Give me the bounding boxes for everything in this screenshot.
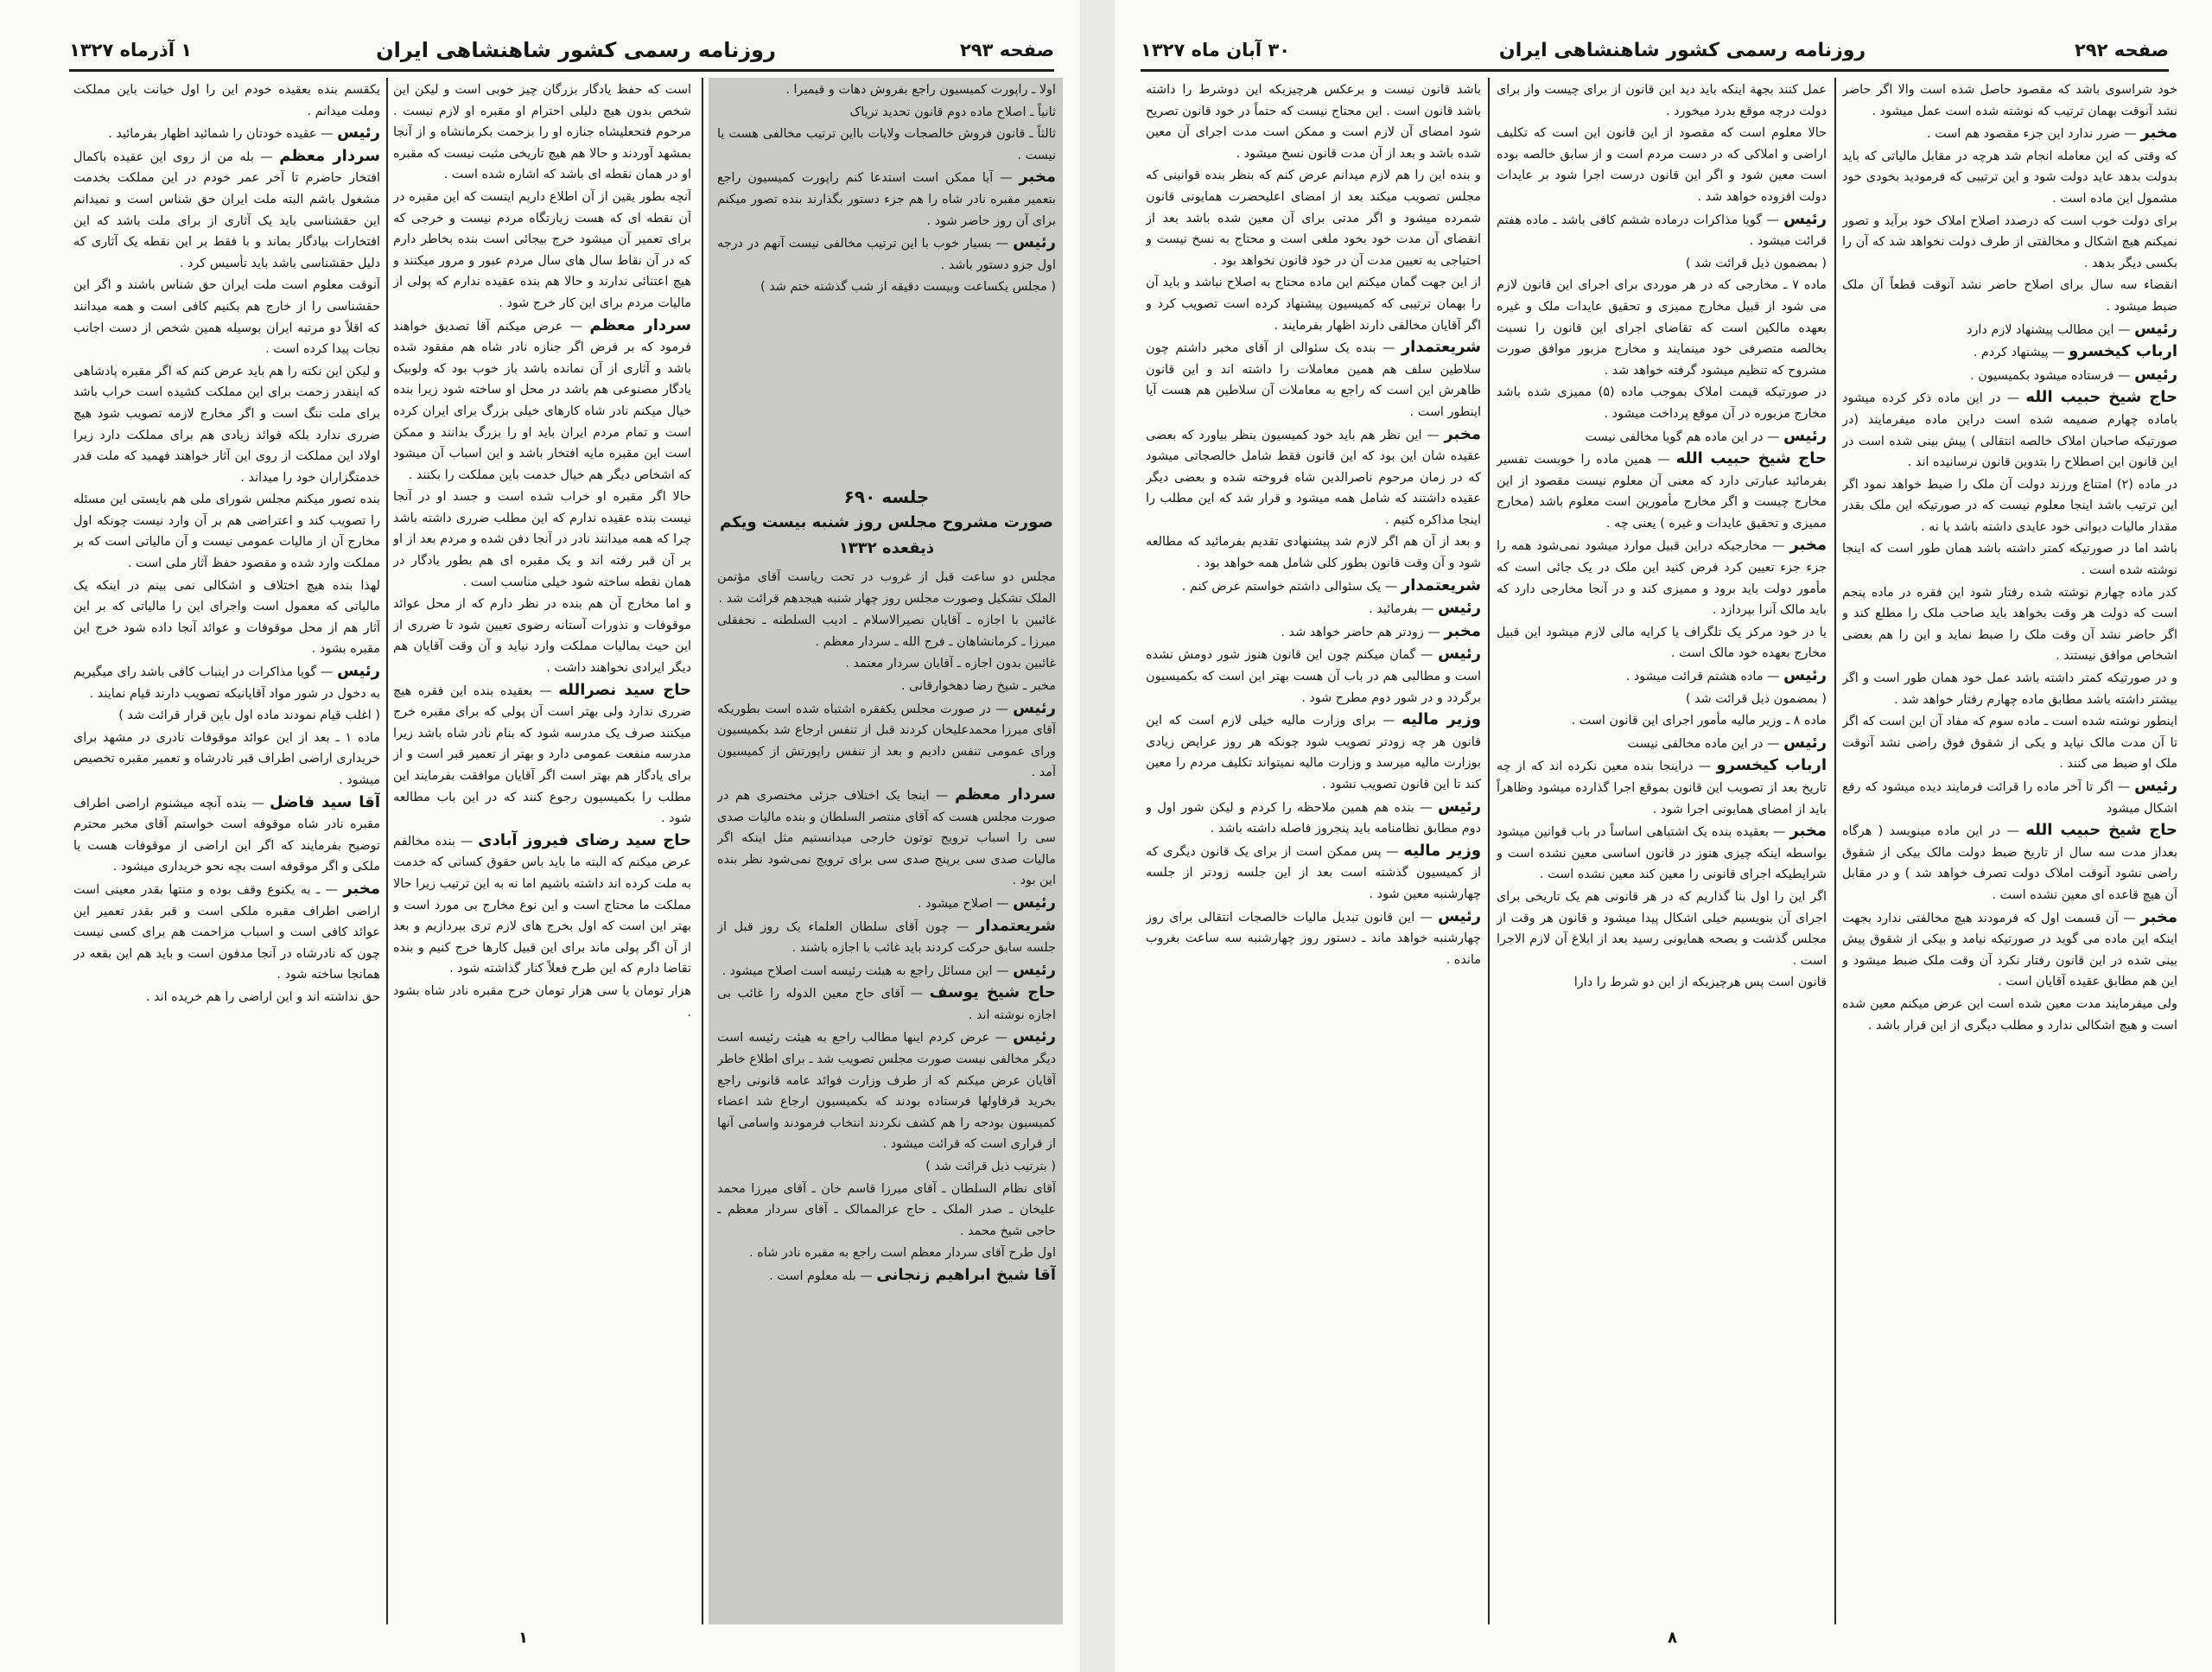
speaker-name: رئیس <box>1438 599 1481 618</box>
paragraph-text: این قانون تبدیل مالیات خالصجات انتقالی برای روز چهارشنبه خواهد ماند ـ دستور روز چهارشنبه سه ساعت بغروب مانده . <box>1146 910 1481 967</box>
paragraph-text: و اما مخارج آن هم بنده در نظر دارم که از محل عوائد موقوفات و نذورات آستانه رضوی تعیین شود تا ضرری از این حیث بمالیات مملکت وارد نیاید و آن وقت آقایان هم دیگر ایرادی نخواهند داشت . <box>393 597 691 676</box>
left-column-1 <box>717 79 1056 477</box>
speaker-name: رئیس <box>1783 426 1827 445</box>
left-page-number: صفحه ۲۹۳ <box>959 40 1054 60</box>
paragraph <box>1146 79 1481 164</box>
paragraph-text: ماده هشتم قرائت میشود . <box>1625 670 1764 684</box>
paragraph: حاج شیخ حبیب الله — در این ماده ذکر کرده میشود باماده چهارم ضمیمه شده است دراین ماده میفرمایند (در صورتیکه صاحبان املاک خالصه انتقالی ) پیش بینی شده است در این قانون این اصطلاح را بتدوین قانون نرسانیده اند . <box>1842 388 2177 470</box>
paragraph: مخبر — آن قسمت اول که فرمودند هیچ مخالفتی ندارد بجهت اینکه این ماده می گوید در صورتیکه نیامد و بیکی از شقوق پیش بینی شده در این قانون رفتار نکرد آن وقت ملک ضبط میشود و این هم مطابق عقیده آقایان است . <box>1842 907 2177 989</box>
speaker-name: رئیس <box>2134 365 2177 384</box>
paragraph-text: ( بترتیب ذیل قرائت شد ) <box>925 1160 1056 1174</box>
paragraph-text: گمان میکنم چون این قانون هنوز شور دومش نشده است و مطالبی هم در باب آن هست بهتر این است که بکمیسیون برگردد و در شور دوم مطرح شود . <box>1146 648 1481 705</box>
left-folio: ۱ <box>518 1629 528 1647</box>
speaker-name: حاج شیخ حبیب الله <box>2025 388 2177 407</box>
paragraph <box>73 728 380 791</box>
paragraph-text: بسیار خوب با این ترتیب مخالفی نیست آنهم در درجه اول جزو دستور باشد . <box>717 237 1056 272</box>
paragraph-text: این مسائل راجع به هیئت رئیسه است اصلاح میشود . <box>721 963 993 978</box>
paragraph <box>393 486 691 593</box>
column-divider <box>1834 78 1836 1624</box>
paragraph <box>717 610 1056 652</box>
paragraph-text: بنده آنچه میشنوم اراضی اطراف مقبره نادر شاه موقوفه است خواستم آقای مخبر محترم توضیح بفرمایند که اگر این اراضی از موقوفات هست یا ملکی و اگر موقوفه است بچه نحو خریداری میشود . <box>73 796 380 874</box>
paragraph-text: اولا ـ راپورت کمیسیون راجع بفروش دهات و قیمیرا . <box>785 83 1056 97</box>
right-page-title: روزنامه رسمی کشور شاهنشاهی ایران <box>1498 39 1866 61</box>
paragraph-text: بله معلوم است . <box>769 1269 856 1283</box>
right-column-2 <box>1497 79 1827 1618</box>
paragraph <box>717 124 1056 166</box>
paragraph-text: اینجا یک اختلاف جزئی مختصری هم در صورت مجلس هست که آقای منتصر السلطان و بنده مالیات صدی سی را اسباب ترویج توتون خارجی میدانستیم مثل اینکه اگر مالیات صدی سی برپنج صدی سی برای ترویج نمی‌شود نظر بنده این بود . <box>717 788 1056 888</box>
paragraph-text: و بعد از آن هم اگر لازم شد پیشنهادی تقدیم بفرمائید که مطالعه شود و آن وقت قانون بطور کلی شامل همه خواهد بود . <box>1146 535 1481 571</box>
paragraph-text: و در صورتیکه کمتر داشته باشد عمل خود همان طور است و اگر بیشتر داشته باشد مطابق ماده چهارم رفتار خواهد شد . <box>1842 671 2177 707</box>
speaker-name: حاج شیخ حبیب الله <box>2025 821 2177 840</box>
right-column-3 <box>1842 79 2177 1618</box>
paragraph: آقا شیخ ابراهیم زنجانی — بله معلوم است . <box>769 1266 1056 1284</box>
paragraph <box>1842 275 2177 317</box>
paragraph-text: برای وزارت مالیه خیلی لازم است که این قانون هر چه زودتر تصویب شود چونکه هر روز عرایض زیادی بوزارت مالیه میرسد و وزارت مالیه نمیتواند تکلیف مردم را معین کند تا این قانون تصویب نشود . <box>1146 714 1481 791</box>
paragraph: حاج سید رضای فیروز آبادی — بنده مخالفم عرض میکنم که البته ما باید باس حقوق کسانی که خدمت به ملت کرده اند داشته باشیم اما نه به این ترتیب زیرا حالا مملکت ما محتاج است و این نوع مخارج بی مورد است و بهتر این است که اول بخرج های لازم تری بپردازیم و بعد از آن اگر پولی ماند برای این قبیل کارها خرج کنیم و بنده تقاضا دارم که این طرح فعلاً کنار گذاشته شود . <box>393 830 691 976</box>
paragraph-text: ( مجلس یکساعت وبیست دقیقه از شب گذشته ختم شد ) <box>760 280 1056 295</box>
paragraph-text: از این جهت گمان میکنم این ماده محتاج به اصلاح نباشد و باید آن را بهمان ترتیبی که کمیسیون پیشنهاد کرده است تصویب کرد و اگر آقایان مخالفی دارند اظهار بفرمایند . <box>1146 276 1481 333</box>
speaker-name: مخبر <box>2140 124 2177 143</box>
paragraph-text: و لیکن این نکته را هم باید عرض کنم که اگر مقبره پادشاهی که اینقدر زحمت برای این مملکت کشیده است خراب باشد برای ملت ننگ است و اگر مخارج لازمه تصویب شود هیچ ضرری ندارد بلکه فوائد زیادی هم برای مملکت دارد زیرا اولاد این مملکت از روی این آثار خواهند فهمید که ملت قدر خدمتگزاران خود را میداند . <box>73 364 380 485</box>
paragraph: رئیس — اصلاح میشود . <box>917 893 1056 912</box>
speaker-name: سردار معظم <box>589 315 691 334</box>
paragraph: رئیس — عقیده خودتان را شمائید اظهار بفرمائید . <box>108 124 380 143</box>
speaker-name: رئیس <box>1013 1027 1056 1046</box>
header-rule <box>1141 69 2169 72</box>
speaker-name: شریعتمدار <box>1401 338 1481 357</box>
paragraph-text: بفرمائید . <box>1369 602 1418 617</box>
left-page <box>0 0 1080 1672</box>
paragraph <box>1497 79 1827 122</box>
paragraph-text: لهذا بنده هیچ اختلاف و اشکالی نمی بینم در اینکه یک مالیاتی که معمول است واجرای این را مالیاتی که بر این آثار هم از محل موقوفات و عوائد آنجا داده شود خرج این مقبره بشود . <box>73 578 380 657</box>
column-divider <box>1488 78 1490 1624</box>
paragraph: مخبر — ـ به یکنوع وقف بوده و منتها بقدر معینی است اراضی اطراف مقبره ملکی است و قبر بقدر تعمیر این عوائد کافی است و اسباب مزاحمت هم برای کسی نیست چون که نادرشاه در آنجا مدفون است و باید هم این بقعه در همانجا ساخته شود . <box>73 879 380 982</box>
paragraph-text: فرستاده میشود بکمیسیون . <box>1970 368 2114 383</box>
paragraph-text: ماده ۱ ـ بعد از این عوائد موقوفات نادری در مشهد برای خریداری اراضی اطراف قبر نادرشاه و تعمیر مقبره تخصیص میشود . <box>73 730 380 787</box>
paragraph <box>1842 538 2177 581</box>
speaker-name: رئیس <box>1783 733 1827 752</box>
paragraph-text: قانون است پس هرچیزیکه از این دو شرط را دارا <box>1573 976 1827 990</box>
paragraph: رئیس — در این ماده هم گویا مخالفی نیست <box>1585 426 1827 445</box>
paragraph-text: در این ماده مینویسد ( هرگاه بعداز مدت سه سال از تاریخ ضبط دولت مالک بیکی از شقوق راضی نشود آنوقت املاک دولت تصرف خواهد شد ) و در مقابل آن هیچ قاعده ای معین نشده است . <box>1842 824 2177 902</box>
paragraph-text: آنوقت معلوم است ملت ایران حق شناس باشند و اگر این حقشناسی را از خارج هم بکنیم کافی است و همه میدانند که اقلاً دو مرتبه ایران بوسیله همین شخص از دست اجانب نجات پیدا کرده است . <box>73 278 380 357</box>
paragraph-text: ـ به یکنوع وقف بوده و منتها بقدر معینی است اراضی اطراف مقبره ملکی است و قبر بقدر تعمیر این عوائد کافی است و اسباب مزاحمت هم برای کسی نیست چون که نادرشاه در آنجا مدفون است و باید هم این بقعه در همانجا ساخته شود . <box>73 882 380 982</box>
paragraph: مخبر — زودتر هم حاضر خواهد شد . <box>1281 621 1481 640</box>
paragraph: رئیس — این مطالب پیشنهاد لازم دارد <box>1967 319 2177 338</box>
paragraph <box>1497 123 1827 207</box>
paragraph-text: بنده تصور میکنم مجلس شورای ملی هم بایستی این مسئله را تصویب کند و اعتراضی هم بر آن وارد نیست چونکه اول مخارج آن از مالیات عمومی نیست و آن مالیاتی است که بر مملکت وارد شده و مقصود حفظ آثار ملی است . <box>73 493 380 571</box>
speaker-name: مخبر <box>2140 907 2177 926</box>
paragraph <box>717 79 1056 101</box>
paragraph-text: گویا مذاکرات در اینباب کافی باشد رای میگیریم به دخول در شور مواد آقایانیکه تصویب دارند قیام نمایند . <box>73 665 380 701</box>
paragraph <box>717 653 1056 675</box>
paragraph-text: مخبر ـ شیخ رضا دهخوارقانی . <box>900 678 1056 693</box>
speaker-name: رئیس <box>1438 797 1481 816</box>
paragraph-text: است که حفظ یادگار بزرگان چیز خوبی است و لیکن این شخص بدون هیچ دلیلی احترام او مقبره او لازم نیست . مرحوم فتحعلیشاه جنازه او را بزحمت بکرمانشاه و از آنجا بمشهد آوردند و حالا هم هیچ تاریخی مثبت نیست که مقبره او در همان نقطه ای باشد که اشاره شده است . <box>393 83 691 182</box>
speaker-name: رئیس <box>1013 698 1056 717</box>
left-page-header <box>69 35 1054 66</box>
paragraph <box>1497 710 1827 732</box>
paragraph-text: برای دولت خوب است که درصدد اصلاح املاک خود برآید و تصور نمیکنم هیچ اشکال و مخالفتی از طرف دولت نخواهد شد که آن را بکسی دیگر بدهد . <box>1842 213 2177 270</box>
paragraph: رئیس — این قانون تبدیل مالیات خالصجات انتقالی برای روز چهارشنبه خواهد ماند ـ دستور روز چهارشنبه سه ساعت بغروب مانده . <box>1146 906 1481 967</box>
paragraph-text: اگر تا آخر ماده را قرائت فرمایند دیده میشود که رفع اشکال میشود <box>1842 780 2177 816</box>
paragraph <box>1842 146 2177 210</box>
paragraph-text: در این ماده هم گویا مخالفی نیست <box>1585 429 1764 444</box>
paragraph-text: ماده ۷ ـ مخارجی که در هر موردی برای اجرای این قانون لازم می شود از قبیل مخارج ممیزی و تحقیق عایدات ملک و غیره بعهده مالکین است که تقاضای اجرای این قانون را نسبت بخالصه متصرفی خود مینمایند و مخارج مزبور موافق صورت مشروح که تنظیم میشود گرفته خواهد شد . <box>1497 278 1827 378</box>
paragraph-text: بنده هم همین ملاحظه را کردم و لیکن شور اول و دوم مطابق نظامنامه باید پنجروز فاصله داشته باشد . <box>1146 800 1481 836</box>
paragraph <box>1842 668 2177 710</box>
paragraph-text: دراینجا بنده معین نکرده اند که از چه تاریخ بعد از تصویب این قانون بموقع اجرا گذارده میشود وظاهراً باید از امضای همایونی اجرا شود . <box>1497 760 1827 817</box>
paragraph: حاج شیخ حبیب الله — در این ماده مینویسد ( هرگاه بعداز مدت سه سال از تاریخ ضبط دولت مالک بیکی از شقوق راضی نشود آنوقت املاک دولت تصرف خواهد شد ) و در مقابل آن هیچ قاعده ای معین نشده است . <box>1842 821 2177 902</box>
right-folio: ۸ <box>1668 1629 1677 1647</box>
paragraph-text: ضرر ندارد این جزء مقصود هم است . <box>1926 127 2120 142</box>
paragraph <box>1842 582 2177 667</box>
paragraph-text: همین ماده را خوبست تفسیر بفرمائید عبارتی دارد که معنی آن معلوم نیست مقصود از این مخارج چیست و اگر مخارج مأمورین است معلوم باشد (مخارج ممیزی و تحقیق عایدات و غیره ) یعنی چه . <box>1497 453 1827 531</box>
paragraph: رئیس — گویا مذاکرات درماده ششم کافی باشد ـ ماده هفتم قرائت میشود . <box>1497 209 1827 249</box>
paragraph-text: پیشنهاد کردم . <box>1973 346 2049 360</box>
paragraph: مخبر — این نظر هم باید خود کمیسیون بنظر بیاورد که بعضی عقیده شان این بود که این قانون فقط شامل خالصجاتی میشود که در زمان مرحوم ناصرالدین شاه فروخته شده و بعضی دیگر عقیده داشتند که شامل همه میشود و قرار شد که این مطلب را اینجا مذاکره کنیم . <box>1146 424 1481 527</box>
speaker-name: ارباب کیخسرو <box>1716 756 1827 775</box>
paragraph-text: چون آقای سلطان العلماء یک روز قبل از جلسه سابق حرکت کردند باید غائب با اجازه باشند . <box>717 919 1056 956</box>
paragraph: رئیس — بسیار خوب با این ترتیب مخالفی نیست آنهم در درجه اول جزو دستور باشد . <box>717 233 1056 272</box>
paragraph: شریعتمدار — چون آقای سلطان العلماء یک روز قبل از جلسه سابق حرکت کردند باید غائب با اجازه باشند . <box>717 916 1056 956</box>
paragraph: مخبر — آیا ممکن است استدعا کنم راپورت کمیسیون راجع بتعمیر مقبره نادر شاه را هم جزء دستور بگذارند بنده تصور میکنم برای آن روز حاضر شود . <box>717 168 1056 228</box>
paragraph <box>73 705 380 727</box>
paragraph-text: ( بمضمون ذیل قرائت شد ) <box>1685 691 1827 706</box>
paragraph-text: ثانیاً ـ اصلاح ماده دوم قانون تحدید تریاک <box>849 105 1056 119</box>
paragraph-text: گویا مذاکرات درماده ششم کافی باشد ـ ماده هفتم قرائت میشود . <box>1497 213 1827 249</box>
paragraph <box>1497 887 1827 971</box>
paragraph-text: ( بمضمون ذیل قرائت شد ) <box>1685 256 1827 270</box>
speaker-name: مخبر <box>1444 621 1481 640</box>
right-page-number: صفحه ۲۹۲ <box>2074 40 2169 60</box>
paragraph-text: و بنده این را هم لازم میدانم عرض کنم که بنظر بنده قوانینی که مجلس تصویب میکند بعد از امضای اعلیحضرت همایونی قانون شمرده میشود و اگر مدتی برای آن معین شده باشد بعد از انقضای آن مدت خود بخود ملغی است و محتاج به نسخ نیست و احتیاجی به تعیین مدت آن در خود قانون نخواهد بود . <box>1146 168 1481 268</box>
paragraph <box>717 277 1056 298</box>
paragraph <box>393 187 691 315</box>
paragraph <box>717 1179 1056 1243</box>
paragraph: رئیس — فرستاده میشود بکمیسیون . <box>1970 365 2177 384</box>
paragraph <box>1842 474 2177 538</box>
paragraph-text: ( اغلب قیام نمودند ماده اول باین قرار قرائت شد ) <box>118 709 380 723</box>
right-column-1 <box>1146 79 1481 1618</box>
paragraph <box>1842 79 2177 122</box>
left-page-title: روزنامه رسمی کشور شاهنشاهی ایران <box>376 38 776 62</box>
session-heading: جلسه ۶۹۰ <box>843 486 930 507</box>
paragraph <box>73 275 380 359</box>
paragraph: رئیس — گویا مذاکرات در اینباب کافی باشد رای میگیریم به دخول در شور مواد آقایانیکه تصویب دارند قیام نمایند . <box>73 662 380 701</box>
paragraph-text: حالا اگر مقبره او خراب شده است و جسد او در آنجا نیست بنده عقیده ندارم که این مطلب ضرری داشته باشد چرا که همه میدانند نادر در آنجا دفن شده و مردم بعد از او بر آن قبر رفته اند و یک مقبره ای هم بطور یادگار در همان نقطه ساخته شود خیلی مناسب است . <box>393 490 691 589</box>
paragraph-text: انقضاء سه سال برای اصلاح حاضر نشد آنوقت قطعاً آن ملک ضبط میشود . <box>1842 278 2177 314</box>
speaker-name: حاج شیخ حبیب الله <box>1675 449 1827 468</box>
paragraph: رئیس — عرض کردم اینها مطالب راجع به هیئت رئیسه است دیگر مخالفی نیست صورت مجلس تصویب شد ـ برای اطلاع خاطر آقایان عرض میکنم که از طرف وزارت فوائد عامه قانونی راجع بخرید قرقاولها فرستاده بودند که بکمیسیون ارجاع شد اعضاء کمیسیون بودجه را هم کشف نکردند انتخاب فرمودند واسامی آنها از قراری است که قرائت میشود . <box>717 1027 1056 1152</box>
speaker-name: رئیس <box>1438 906 1481 925</box>
paragraph-text: هزار تومان یا سی هزار تومان خرج مقبره نادر شاه بشود . <box>393 983 691 1020</box>
paragraph-text: ثالثاً ـ قانون فروش خالصجات ولایات بااین ترتیب مخالفی هست یا نیست . <box>717 127 1056 162</box>
paragraph-text: بنده یک سئوالی از آقای مخبر داشتم چون سلاطین سلف هم همین معاملات را داشته اند و این قانون ظاهرش این است که راجع به معاملات آن سلاطین هم هست آیا اینطور است . <box>1146 341 1481 419</box>
paragraph <box>717 1243 1056 1264</box>
paragraph-text: در صورت مجلس یکفقره اشتباه شده است بطوریکه آقای میرزا محمدعلیخان کردند قبل از تنفس ارجاع شد بکمیسیون ورای عمومی تنفس دادیم و بعد از تنفس راپورتش از کمیسیون آمد . <box>717 702 1056 780</box>
paragraph <box>1497 253 1827 275</box>
speaker-name: رئیس <box>1013 233 1056 252</box>
paragraph: رئیس — بفرمائید . <box>1369 599 1481 618</box>
paragraph <box>1497 275 1827 381</box>
paragraph <box>73 79 380 122</box>
speaker-name: مخبر <box>1789 822 1827 841</box>
speaker-name: رئیس <box>2134 777 2177 795</box>
paragraph <box>393 79 691 186</box>
speaker-name: ارباب کیخسرو <box>2069 342 2177 361</box>
paragraph-text: کدر ماده چهارم نوشته شده رفتار شود این فقره در ماده پنجم است که دولت هر وقت بخواهد باید صاحب ملک را مطلع کند و اگر حاضر نشد آن وقت ملک را ضبط نماید و این را هم بعضی اشخاص موافق نیستند . <box>1842 585 2177 664</box>
speaker-name: حاج سید نصرالله <box>558 680 691 699</box>
paragraph: رئیس — ماده هشتم قرائت میشود . <box>1625 666 1827 685</box>
paragraph <box>717 676 1056 697</box>
speaker-name: حاج شیخ یوسف <box>929 983 1056 1002</box>
speaker-name: رئیس <box>1013 893 1056 912</box>
paragraph-text: که وقتی که این معامله انجام شد هرچه در مقابل مالیاتی که باید بدولت بدهد عاید دولت شود و این ترتیبی که فرمودید بخودی خود مشمول این ماده است . <box>1842 149 2177 206</box>
paragraph-text: اصلاح میشود . <box>917 896 993 911</box>
paragraph-text: پس ممکن است از برای یک قانون دیگری که از کمیسیون گذشته است بعد از این جلسه زودتر از جلسه چهارشنبه معین شود . <box>1146 844 1481 901</box>
paragraph: حاج شیخ حبیب الله — همین ماده را خوبست تفسیر بفرمائید عبارتی دارد که معنی آن معلوم نیست مقصود از این مخارج چیست و اگر مخارج مأمورین است معلوم باشد (مخارج ممیزی و تحقیق عایدات و غیره ) یعنی چه . <box>1497 449 1827 531</box>
left-column-2 <box>717 484 1056 1616</box>
paragraph-text: حالا معلوم است که مقصود از این قانون این است که تکلیف اراضی و املاکی که در دست مردم است و از سابق خالصه بوده است معین شود و اگر این قانون درست اجرا شود بر عایدات دولت افزوده خواهد شد . <box>1497 126 1827 204</box>
speaker-name: شریعتمدار <box>1401 575 1481 594</box>
header-rule <box>69 69 1054 72</box>
right-page <box>1115 0 2212 1672</box>
paragraph <box>1497 622 1827 664</box>
speaker-name: وزیر مالیه <box>1403 841 1481 860</box>
paragraph <box>1146 165 1481 271</box>
paragraph: ارباب کیخسرو — پیشنهاد کردم . <box>1973 342 2177 361</box>
paragraph: رئیس — اگر تا آخر ماده را قرائت فرمایند دیده میشود که رفع اشکال میشود <box>1842 777 2177 816</box>
paragraph-text: ماده ۸ ـ وزیر مالیه مأمور اجرای این قانون است . <box>1571 714 1827 728</box>
paragraph: ارباب کیخسرو — دراینجا بنده معین نکرده اند که از چه تاریخ بعد از تصویب این قانون بموقع اجرا گذارده میشود وظاهراً باید از امضای همایونی اجرا شود . <box>1497 756 1827 817</box>
left-column-4 <box>73 79 380 1618</box>
paragraph-text: در این ماده ذکر کرده میشود باماده چهارم ضمیمه شده است دراین ماده میفرمایند (در صورتیکه صاحبان املاک خالصه انتقالی ) پیش بینی شده است در این قانون این اصطلاح را بتدوین قانون نرسانیده اند . <box>1842 391 2177 470</box>
paragraph <box>1497 382 1827 424</box>
paragraph-text: باشد قانون نیست و برعکس هرچیزیکه این دوشرط را داشته باشد قانون است . این محتاج نیست که حتماً در خود قانون تصریح شود امضای آن لازم است و ممکن است مدت اجرای آن معین شده باشد و بعد از آن مدت قانون نسخ میشود . <box>1146 83 1481 161</box>
speaker-name: مخبر <box>343 879 380 898</box>
paragraph <box>393 981 691 1023</box>
paragraph <box>1842 211 2177 275</box>
speaker-name: وزیر مالیه <box>1402 710 1481 729</box>
paragraph-text: یکقسم بنده بعقیده خودم این را اول خیانت باین مملکت وملت میدانم . <box>73 83 380 118</box>
paragraph-text: بله من از روی این عقیده باکمال افتخار حاضرم تا آخر عمر خودم در این مملکت بخدمت مشغول باشم البته ملت ایران حق شناس است و نمیدانم این حقشناسی باید یک آثاری از برای ملت باشد که این افتخارات بیادگار بماند و با فقط بر این نقطه یک آثاری که دلیل حقشناسی باشد باید تأسیس کرد . <box>73 149 380 270</box>
paragraph: وزیر مالیه — پس ممکن است از برای یک قانون دیگری که از کمیسیون گذشته است بعد از این جلسه زودتر از جلسه چهارشنبه معین شود . <box>1146 841 1481 901</box>
paragraph-text: اول طرح آقای سردار معظم است راجع به مقبره نادر شاه . <box>749 1246 1056 1261</box>
speaker-name: شریعتمدار <box>976 916 1056 935</box>
paragraph-text: در این ماده مخالفی نیست <box>1627 736 1764 751</box>
speaker-name: سردار معظم <box>955 785 1056 804</box>
page-gutter <box>1080 0 1115 1672</box>
paragraph-text: این مطالب پیشنهاد لازم دارد <box>1967 322 2114 337</box>
paragraph <box>73 987 380 1008</box>
column-divider <box>386 78 388 1624</box>
paragraph <box>1842 994 2177 1036</box>
paragraph: رئیس — در صورت مجلس یکفقره اشتباه شده است بطوریکه آقای میرزا محمدعلیخان کردند قبل از تنفس ارجاع شد بکمیسیون ورای عمومی تنفس دادیم و بعد از تنفس راپورتش از کمیسیون آمد . <box>717 698 1056 780</box>
speaker-name: مخبر <box>1444 424 1481 443</box>
session-subheading: صورت مشروح مجلس روز شنبه بیست ویکم ذیقعده ۱۳۳۲ <box>720 513 1053 557</box>
paragraph: مخبر — بعقیده بنده یک اشتباهی اساساً در باب قوانین میشود بواسطه اینکه چیزی هنوز در قانون اساسی معین نشده است و شرایطیکه اجرای قانونی را معین کند معین نشده است . <box>1497 822 1827 882</box>
paragraph-text: آیا ممکن است استدعا کنم راپورت کمیسیون راجع بتعمیر مقبره نادر شاه را هم جزء دستور بگذارند بنده تصور میکنم برای آن روز حاضر شود . <box>717 171 1056 228</box>
paragraph <box>1146 272 1481 336</box>
right-page-header <box>1141 35 2169 66</box>
speaker-name: رئیس <box>1438 645 1481 664</box>
paragraph: مخبر — ضرر ندارد این جزء مقصود هم است . <box>1926 124 2177 143</box>
paragraph: رئیس — در این ماده مخالفی نیست <box>1627 733 1827 752</box>
paragraph: رئیس — بنده هم همین ملاحظه را کردم و لیکن شور اول و دوم مطابق نظامنامه باید پنجروز فاصله داشته باشد . <box>1146 797 1481 836</box>
paragraph-text: بنده مخالفم عرض میکنم که البته ما باید باس حقوق کسانی که خدمت به ملت کرده اند داشته باشیم اما نه به این ترتیب زیرا حالا مملکت ما محتاج است و این نوع مخارج بی مورد است و بهتر این است که اول بخرج های لازم تری بپردازیم و بعد از آن اگر پولی ماند برای این قبیل کارها خرج کنیم و بنده تقاضا دارم که این طرح فعلاً کنار گذاشته شود . <box>393 834 691 976</box>
paragraph-text: عمل کنند بجهة اینکه باید دید این قانون از برای چیست واز برای دولت درچه موقع بدرد میخورد . <box>1497 83 1827 118</box>
paragraph-text: آنچه بطور یقین از آن اطلاع داریم اینست که این مقبره در آن نقطه ای که هست زیارتگاه مردم نیست و خرجی که برای تعمیر آن میشود خرج بیجائی است بنده بخاطر دارم که در آن نقاط سال های سال مردم عبور و مرور میکنند و هیچ اعتنائی ندارند و حالا هم بنده عقیده ندارم که پولی از مالیات مردم برای این کار خرج شود . <box>393 189 691 310</box>
speaker-name: رئیس <box>1013 960 1056 979</box>
paragraph <box>1497 689 1827 710</box>
paragraph: حاج سید نصرالله — بعقیده بنده این فقره هیچ ضرری ندارد ولی بهتر است آن پولی که برای مقبره خرج میکنند صرف یک مدرسه شود که بنام نادر شاه باشد زیرا مدرسه منفعت عمومی دارد و بهتر از تعمیر قبر است و از برای یادگار هم بهتر است اگر آقایان موافقت بفرمایند این مطلب را بکمیسیون رجوع کنند که در این باب مطالعه شود . <box>393 680 691 826</box>
paragraph <box>717 102 1056 124</box>
speaker-name: حاج سید رضای فیروز آبادی <box>478 830 691 849</box>
paragraph <box>1497 972 1827 994</box>
column-divider <box>702 78 703 1624</box>
paragraph: رئیس — گمان میکنم چون این قانون هنوز شور دومش نشده است و مطالبی هم در باب آن هست بهتر این است که بکمیسیون برگردد و در شور دوم مطرح شود . <box>1146 645 1481 705</box>
paragraph-text: عرض میکنم آقا تصدیق خواهند فرمود که بر فرض اگر جنازه نادر شاه هم مفقود شده باشد و آثاری از آن نمانده باشد باز خوب بود که ولوبیک یادگار مصنوعی هم باشد در محل او ساخته شود زیرا بنده خیال میکنم نادر شاه کارهای خیلی بزرگ برای ایران کرده است و تمام مردم ایران باید او را بزرگ بدانند و ممکن است این مقبره مایه افتخار باشد و این اسباب آن میشود که اشخاص دیگر هم خیال خدمت باین مملکت را بکنند . <box>393 319 691 482</box>
speaker-name: سردار معظم <box>279 146 380 165</box>
speaker-name: مخبر <box>1019 168 1056 187</box>
paragraph-text: عقیده خودتان را شمائید اظهار بفرمائید . <box>108 127 317 142</box>
speaker-name: آقا سید فاضل <box>270 792 380 811</box>
paragraph-text: باشد اما در صورتیکه کمتر داشته باشد همان طور است که اینجا نوشته شده است . <box>1842 542 2177 578</box>
paragraph-text: خود شراسوی باشد که مقصود حاصل شده است والا اگر حاضر نشد آنوقت بهمان ترتیب که نوشته شده است عمل میشود . <box>1842 83 2177 118</box>
left-page-date: ۱ آذرماه ۱۳۲۷ <box>69 40 193 60</box>
speaker-name: رئیس <box>1783 209 1827 228</box>
paragraph: مخبر — مخارجیکه دراین قبیل موارد میشود نمی‌شود همه را جزء جزء تعیین کرد فرض کنید این ملک در یک جائی است که مأمور دولت باید برود و ممیزی کند و در آنجا مخارجی دارد که باید مالک آنرا بپردازد . <box>1497 536 1827 618</box>
paragraph <box>1146 531 1481 574</box>
speaker-name: مخبر <box>1789 536 1827 555</box>
paragraph <box>73 361 380 489</box>
speaker-name: رئیس <box>337 124 380 143</box>
paragraph: حاج شیخ یوسف — آقای حاج معین الدوله را غائب بی اجازه نوشته اند . <box>717 983 1056 1022</box>
paragraph: شریعتمدار — یک سئوالی داشتم خواستم عرض کنم . <box>1181 575 1481 594</box>
paragraph-text: مخارجیکه دراین قبیل موارد میشود نمی‌شود همه را جزء جزء تعیین کرد فرض کنید این ملک در یک جائی است که مأمور دولت باید برود و ممیزی کند و در آنجا مخارجی دارد که باید مالک آنرا بپردازد . <box>1497 539 1827 618</box>
paragraph <box>393 594 691 678</box>
paragraph <box>717 1156 1056 1178</box>
paragraph: آقا سید فاضل — بنده آنچه میشنوم اراضی اطراف مقبره نادر شاه موقوفه است خواستم آقای مخبر محترم توضیح بفرمایند که اگر این اراضی از موقوفات هست یا ملکی و اگر موقوفه است بچه نحو خریداری میشود . <box>73 792 380 874</box>
paragraph-text: عرض کردم اینها مطالب راجع به هیئت رئیسه است دیگر مخالفی نیست صورت مجلس تصویب شد ـ برای اطلاع خاطر آقایان عرض میکنم که از طرف وزارت فوائد عامه قانونی راجع بخرید قرقاولها فرستاده بودند که بکمیسیون ارجاع شد اعضاء کمیسیون بودجه را هم کشف نکردند انتخاب فرمودند واسامی آنها از قراری است که قرائت میشود . <box>717 1031 1056 1152</box>
paragraph-text: بعقیده بنده یک اشتباهی اساساً در باب قوانین میشود بواسطه اینکه چیزی هنوز در قانون اساسی معین نشده است و شرایطیکه اجرای قانونی را معین کند معین نشده است . <box>1497 825 1827 882</box>
paragraph-text: غائبین با اجازه ـ آقایان نصیرالاسلام ـ ادیب السلطنه ـ نجفقلی میرزا ـ کرمانشاهان ـ فرج الله ـ سردار معظم . <box>717 613 1056 649</box>
paragraph-text: اگر این را اول بنا گذاریم که در هر قانونی هم یک تاریخی برای اجرای آن بنویسیم خیلی اشکال پیدا میشود و قانون هر وقت از مجلس گذشت و بصحه همایونی رسید بعد از ابلاغ آن لازم الاجرا است . <box>1497 889 1827 968</box>
paragraph: سردار معظم — عرض میکنم آقا تصدیق خواهند فرمود که بر فرض اگر جنازه نادر شاه هم مفقود شده باشد و آثاری از آن نمانده باشد باز خوب بود که ولوبیک یادگار مصنوعی هم باشد در محل او ساخته شود زیرا بنده خیال میکنم نادر شاه کارهای خیلی بزرگ برای ایران کرده است و تمام مردم ایران باید او را بزرگ بدانند و ممکن است این مقبره مایه افتخار باشد و این اسباب آن میشود که اشخاص دیگر هم خیال خدمت باین مملکت را بکنند . <box>393 315 691 482</box>
paragraph-text: یک سئوالی داشتم خواستم عرض کنم . <box>1181 579 1382 594</box>
paragraph: سردار معظم — اینجا یک اختلاف جزئی مختصری هم در صورت مجلس هست که آقای منتصر السلطان و بنده مالیات صدی سی را اسباب ترویج توتون خارجی میدانستیم مثل اینکه اگر مالیات صدی سی برپنج صدی سی برای ترویج نمی‌شود نظر بنده این بود . <box>717 785 1056 888</box>
paragraph-text: زودتر هم حاضر خواهد شد . <box>1281 625 1424 639</box>
paragraph-text: غائبین بدون اجازه ـ آقایان سردار معتمد . <box>845 657 1056 671</box>
speaker-name: آقا شیخ ابراهیم زنجانی <box>876 1266 1056 1284</box>
paragraph-text: آقای نظام السلطان ـ آقای میرزا قاسم خان ـ آقای میرزا محمد علیخان ـ صدر الملک ـ حاج عزالممالک ـ آقای سردار معظم ـ حاجی شیخ محمد . <box>717 1181 1056 1238</box>
paragraph: شریعتمدار — بنده یک سئوالی از آقای مخبر داشتم چون سلاطین سلف هم همین معاملات را داشته اند و این قانون ظاهرش این است که راجع به معاملات آن سلاطین هم هست آیا اینطور است . <box>1146 338 1481 419</box>
paragraph-text: مجلس دو ساعت قبل از غروب در تحت ریاست آقای مؤتمن الملک تشکیل وصورت مجلس روز چهار شنبه هیجدهم قرائت شد . <box>717 570 1056 606</box>
speaker-name: رئیس <box>337 662 380 681</box>
paragraph-text: آقای حاج معین الدوله را غائب بی اجازه نوشته اند . <box>717 987 1056 1022</box>
speaker-name: رئیس <box>2134 319 2177 338</box>
paragraph-text: حق نداشته اند و این اراضی را هم خریده اند . <box>145 989 380 1004</box>
paragraph-text: در ماده (۲) امتناع ورزند دولت آن ملک را ضبط خواهد نمود اگر این ترتیب باشد اینجا معلوم نیست که در صورتیکه این ملک بقدر مقدار مالیات دیوانی خود عایدی داشته باشد یا نه . <box>1842 477 2177 534</box>
paragraph: رئیس — این مسائل راجع به هیئت رئیسه است اصلاح میشود . <box>721 960 1056 979</box>
paragraph <box>717 567 1056 609</box>
paragraph-text: اینطور نوشته شده است ـ ماده سوم که مفاد آن این است که اگر تا آن مدت مالک نیاید و یکی از شقوق فوق راضی نشد آنوقت ملک او ضبط می کنند . <box>1842 715 2177 772</box>
paragraph <box>73 489 380 574</box>
speaker-name: رئیس <box>1783 666 1827 685</box>
paragraph-text: بعقیده بنده این فقره هیچ ضرری ندارد ولی بهتر است آن پولی که برای مقبره خرج میکنند صرف یک مدرسه شود که بنام نادر شاه باشد زیرا مدرسه منفعت عمومی دارد و بهتر از تعمیر قبر است و از برای یادگار هم بهتر است اگر آقایان موافقت بفرمایند این مطلب را بکمیسیون رجوع کنند که در این باب مطالعه شود . <box>393 683 691 826</box>
paragraph <box>1842 711 2177 775</box>
paragraph <box>73 575 380 660</box>
left-column-3 <box>393 79 691 1618</box>
paragraph-text: این نظر هم باید خود کمیسیون بنظر بیاورد که بعضی عقیده شان این بود که این قانون فقط شامل خالصجاتی میشود که در زمان مرحوم ناصرالدین شاه فروخته شده و بعضی دیگر عقیده داشتند که شامل همه میشود و قرار شد که این مطلب را اینجا مذاکره کنیم . <box>1146 428 1481 527</box>
paragraph: سردار معظم — بله من از روی این عقیده باکمال افتخار حاضرم تا آخر عمر خودم در این مملکت بخدمت مشغول باشم البته ملت ایران حق شناس است و نمیدانم این حقشناسی باید یک آثاری از برای ملت باشد که این افتخارات بیادگار بماند و با فقط بر این نقطه یک آثاری که دلیل حقشناسی باشد باید تأسیس کرد . <box>73 146 380 270</box>
right-page-date: ۳۰ آبان ماه ۱۳۲۷ <box>1141 40 1291 60</box>
paragraph-text: یا در خود مرکز یک تلگراف یا کرایه مالی لازم میشود این قبیل مخارج بعهده خود مالک است . <box>1497 625 1827 661</box>
paragraph-text: ولی میفرمایند مدت معین شده است این عرض میکنم معین شده است و هیچ اشکالی ندارد و مطلب دیگری از این قرار باشد . <box>1842 996 2177 1033</box>
paragraph-text: در صورتیکه قیمت املاک بموجب ماده (۵) ممیزی شده باشد مخارج مزبوره در آن موقع پرداخت میشود . <box>1497 385 1827 421</box>
paragraph-text: آن قسمت اول که فرمودند هیچ مخالفتی ندارد بجهت اینکه این ماده می گوید در صورتیکه نیامد و بیکی از شقوق پیش بینی شده در این قانون رفتار نکرد آن وقت ملک ضبط میشود و این هم مطابق عقیده آقایان است . <box>1842 911 2177 989</box>
paragraph: وزیر مالیه — برای وزارت مالیه خیلی لازم است که این قانون هر چه زودتر تصویب شود چونکه هر روز عرایض زیادی بوزارت مالیه میرسد و وزارت مالیه نمیتواند تکلیف مردم را معین کند تا این قانون تصویب نشود . <box>1146 710 1481 791</box>
